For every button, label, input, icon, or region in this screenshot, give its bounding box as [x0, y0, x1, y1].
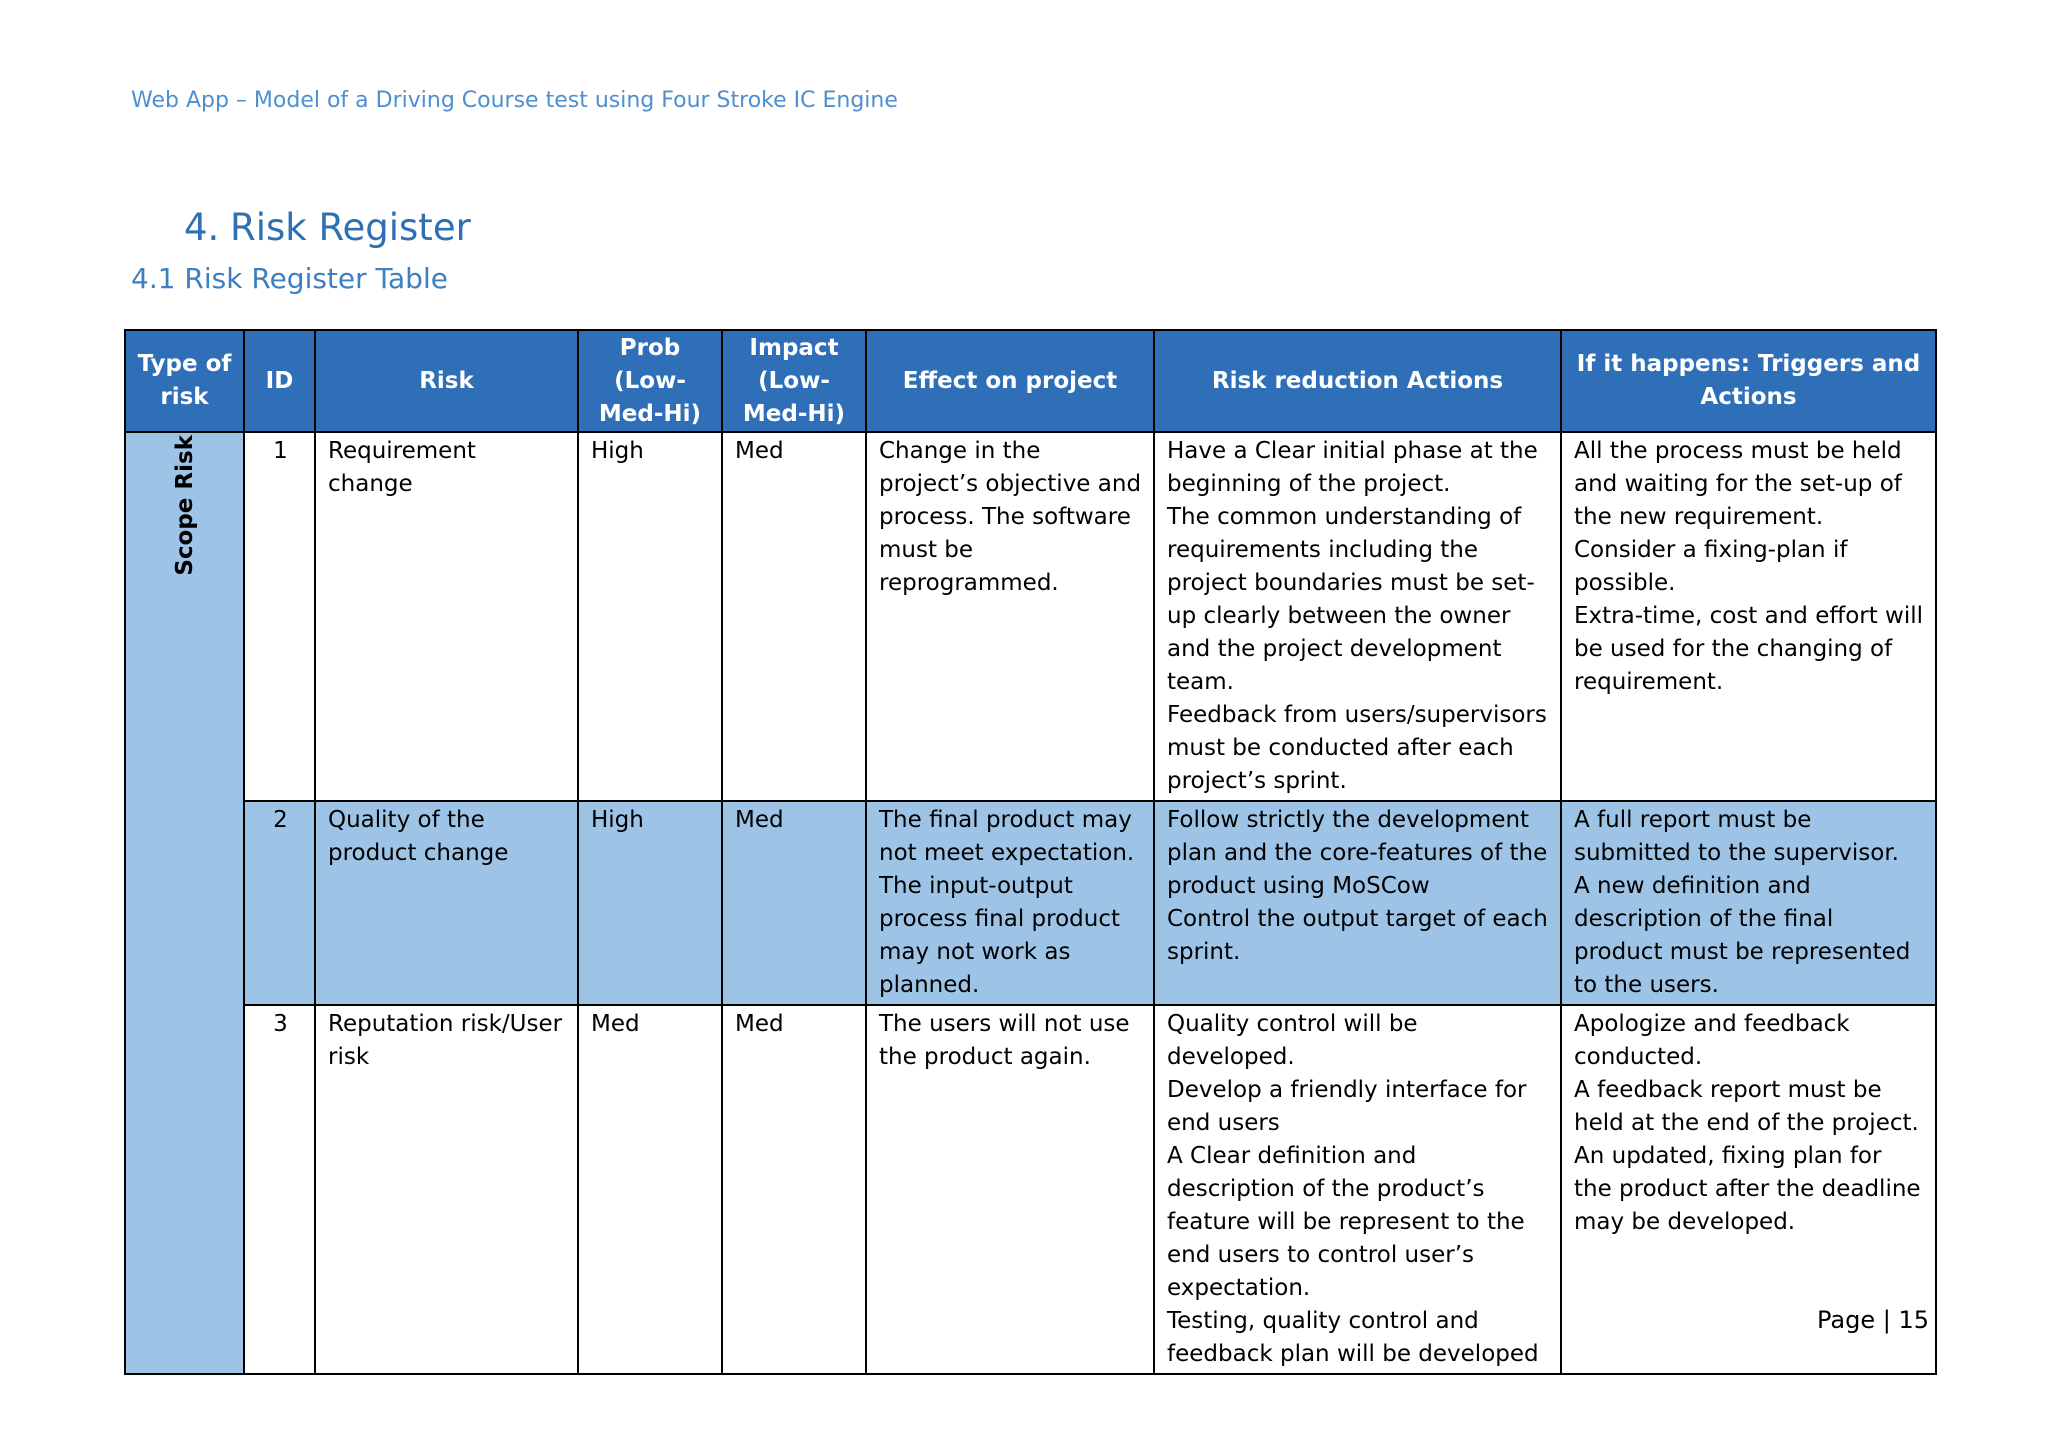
reduction-line: The common understanding of requirements including the project boundaries must be set-up clearly between the owner and the project development team.	[1167, 504, 1535, 695]
reduction-line: Quality control will be developed.	[1167, 1011, 1418, 1070]
reduction-line: Testing, quality control and feedback plan will be developed	[1167, 1308, 1539, 1367]
trigger-line: A full report must be submitted to the supervisor.	[1574, 807, 1899, 866]
trigger-line: Apologize and feedback conducted.	[1574, 1011, 1850, 1070]
reduction-line: Follow strictly the development plan and the core-features of the product using MoSCow	[1167, 807, 1548, 899]
reduction-line: Have a Clear initial phase at the beginning of the project.	[1167, 438, 1538, 497]
page-number: Page | 15	[1817, 1306, 1929, 1334]
header-id: ID	[244, 330, 315, 432]
risk-register-table	[124, 329, 1937, 1375]
row-risk: Quality of the product change	[315, 801, 578, 1005]
header-effect: Effect on project	[866, 330, 1154, 432]
row-id: 2	[244, 801, 315, 1005]
risk-type-cell	[125, 432, 244, 1374]
row-prob: High	[578, 432, 722, 801]
row-risk: Reputation risk/User risk	[315, 1005, 578, 1374]
subsection-heading: 4.1 Risk Register Table	[131, 262, 448, 295]
row-impact: Med	[722, 801, 866, 1005]
header-triggers-actions: If it happens: Triggers and Actions	[1561, 330, 1936, 432]
row-triggers	[1561, 801, 1936, 1005]
row-reduction	[1154, 801, 1561, 1005]
row-risk: Requirement change	[315, 432, 578, 801]
section-number: 4.	[184, 206, 220, 249]
reduction-line: Develop a friendly interface for end users	[1167, 1077, 1527, 1136]
reduction-line: Feedback from users/supervisors must be conducted after each project’s sprint.	[1167, 702, 1547, 794]
row-impact: Med	[722, 1005, 866, 1374]
trigger-line: Consider a fixing-plan if possible.	[1574, 537, 1848, 596]
row-reduction	[1154, 432, 1561, 801]
section-heading	[184, 206, 471, 249]
row-prob: High	[578, 801, 722, 1005]
row-effect: Change in the project’s objective and process. The software must be reprogrammed.	[866, 432, 1154, 801]
row-triggers	[1561, 432, 1936, 801]
row-effect: The final product may not meet expectation. The input-output process final product may not work as planned.	[866, 801, 1154, 1005]
header-impact: Impact (Low-Med-Hi)	[722, 330, 866, 432]
header-risk: Risk	[315, 330, 578, 432]
row-impact: Med	[722, 432, 866, 801]
table-row	[125, 801, 1936, 1005]
reduction-line: A Clear definition and description of the product’s feature will be represent to the end users to control user’s expectation.	[1167, 1143, 1525, 1301]
table-row	[125, 1005, 1936, 1374]
row-id: 1	[244, 432, 315, 801]
reduction-line: Control the output target of each sprint.	[1167, 906, 1548, 965]
row-effect: The users will not use the product again.	[866, 1005, 1154, 1374]
trigger-line: All the process must be held and waiting for the set-up of the new requirement.	[1574, 438, 1902, 530]
header-type-of-risk: Type of risk	[125, 330, 244, 432]
trigger-line: Extra-time, cost and effort will be used for the changing of requirement.	[1574, 603, 1924, 695]
risk-type-label: Scope Risk	[172, 435, 198, 576]
row-reduction	[1154, 1005, 1561, 1374]
table-row	[125, 432, 1936, 801]
trigger-line: A feedback report must be held at the end of the project.	[1574, 1077, 1919, 1136]
section-title: Risk Register	[230, 206, 471, 249]
row-id: 3	[244, 1005, 315, 1374]
header-prob: Prob (Low-Med-Hi)	[578, 330, 722, 432]
trigger-line: A new definition and description of the final product must be represented to the users.	[1574, 873, 1911, 998]
running-header: Web App – Model of a Driving Course test using Four Stroke IC Engine	[131, 88, 898, 113]
trigger-line: An updated, fixing plan for the product after the deadline may be developed.	[1574, 1143, 1921, 1235]
table-header-row	[125, 330, 1936, 432]
header-risk-reduction: Risk reduction Actions	[1154, 330, 1561, 432]
row-prob: Med	[578, 1005, 722, 1374]
